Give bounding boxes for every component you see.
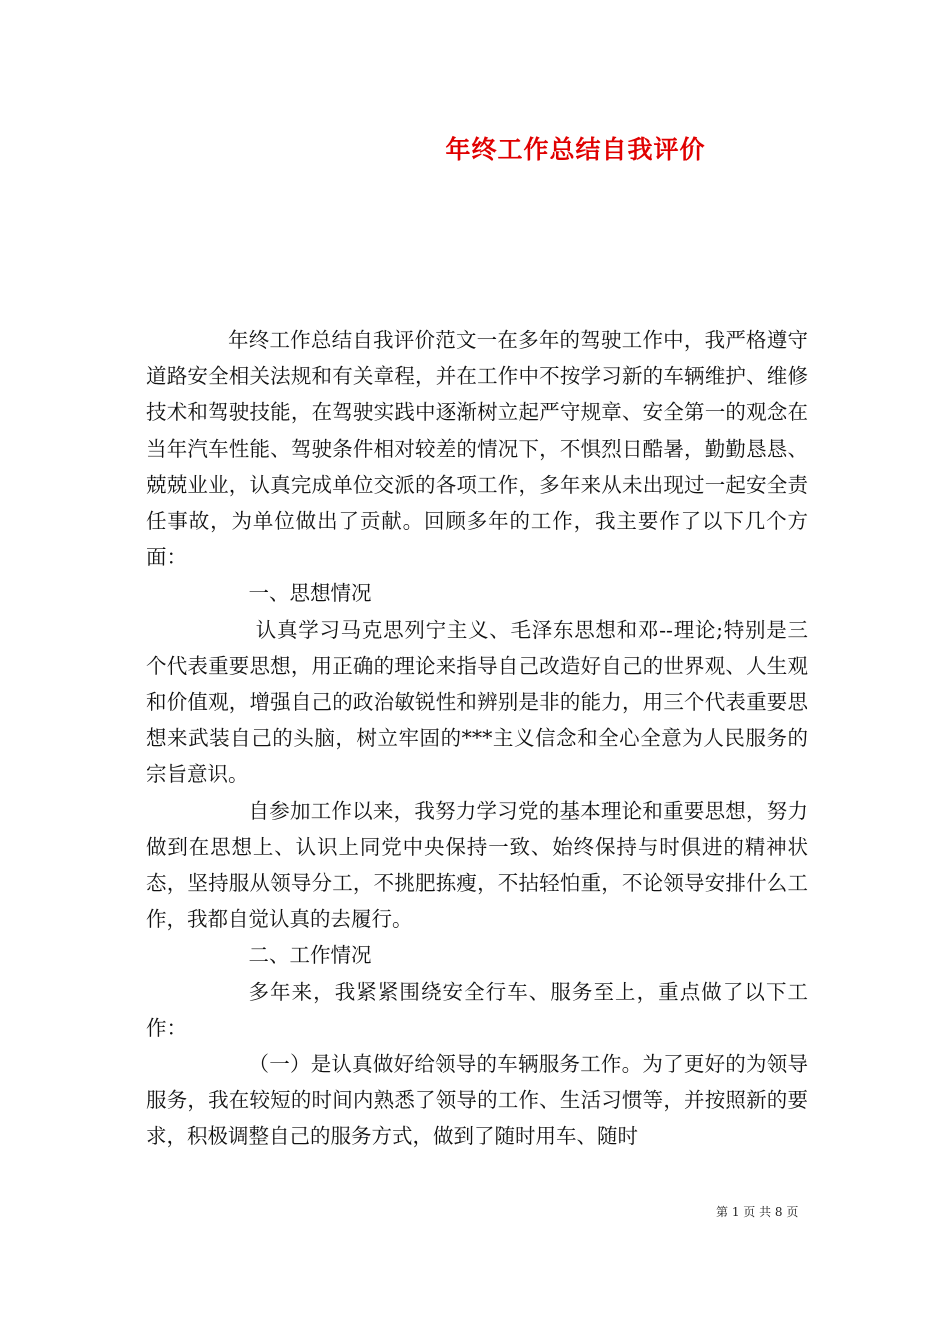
page-title: 年终工作总结自我评价 xyxy=(445,135,706,164)
paragraph-thought-work: 自参加工作以来，我努力学习党的基本理论和重要思想，努力做到在思想上、认识上同党中央保持一致、始终保持与时俱进的精神状态，坚持服从领导分工，不挑肥拣瘦，不拈轻怕重，不论领导安排什么工作，我都自觉认真的去履行。 xyxy=(146,798,808,932)
page-number: 第 1 页 共 8 页 xyxy=(716,1205,799,1219)
paragraph-intro: 年终工作总结自我评价范文一在多年的驾驶工作中，我严格遵守道路安全相关法规和有关章程，并在工作中不按学习新的车辆维护、维修技术和驾驶技能，在驾驶实践中逐渐树立起严守规章、安全第一的观念在当年汽车性能、驾驶条件相对较差的情况下，不惧烈日酷暑，勤勤恳恳、兢兢业业，认真完成单位交派的各项工作，多年来从未出现过一起安全责任事故，为单位做出了贡献。回顾多年的工作，我主要作了以下几个方面： xyxy=(146,328,808,570)
section-heading-work: 二、工作情况 xyxy=(248,943,372,968)
paragraph-work-intro: 多年来，我紧紧围绕安全行车、服务至上，重点做了以下工作： xyxy=(146,979,808,1040)
section-heading-thought: 一、思想情况 xyxy=(248,581,372,606)
paragraph-thought-study: 认真学习马克思列宁主义、毛泽东思想和邓--理论;特别是三个代表重要思想，用正确的理论来指导自己改造好自己的世界观、人生观和价值观，增强自己的政治敏锐性和辨别是非的能力，用三个代表重要思想来武装自己的头脑，树立牢固的***主义信念和全心全意为人民服务的宗旨意识。 xyxy=(146,617,808,787)
document-body xyxy=(146,322,808,1155)
paragraph-work-item-1: （一）是认真做好给领导的车辆服务工作。为了更好的为领导服务，我在较短的时间内熟悉了领导的工作、生活习惯等，并按照新的要求，积极调整自己的服务方式，做到了随时用车、随时 xyxy=(146,1052,808,1149)
